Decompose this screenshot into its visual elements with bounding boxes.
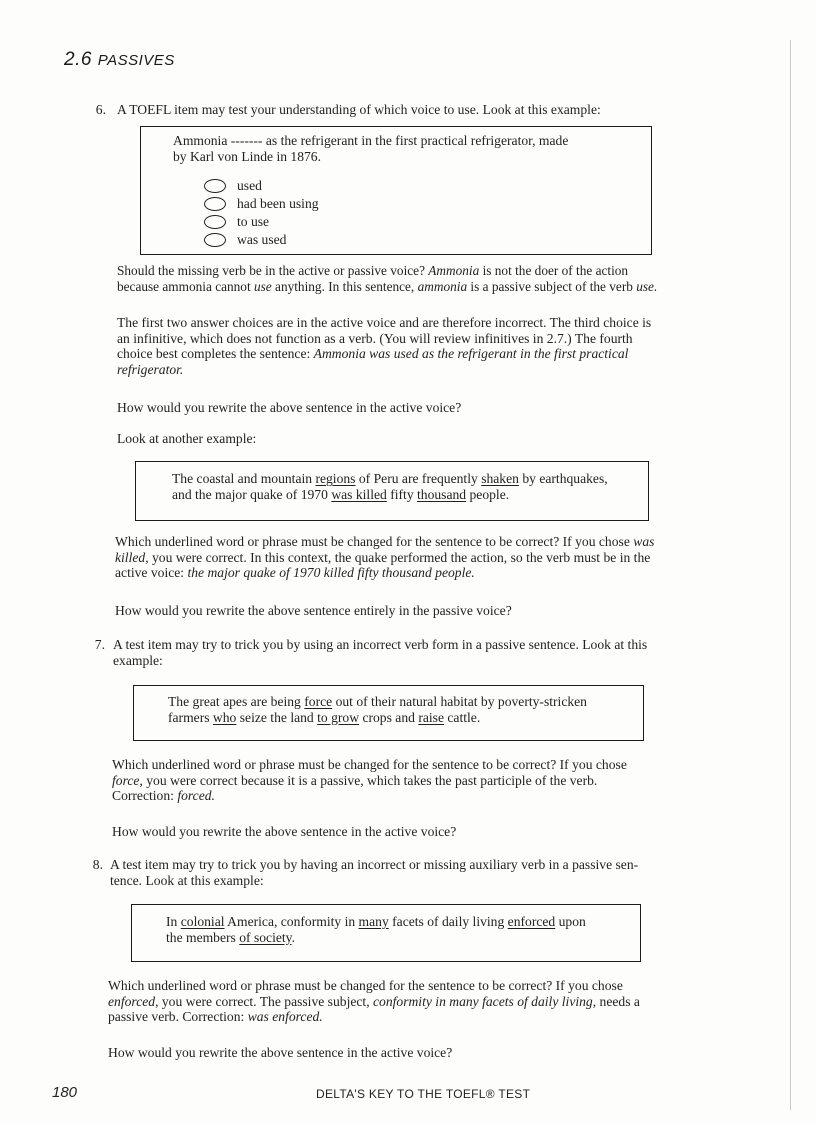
example-box-4 bbox=[131, 904, 641, 962]
item8-intro: A test item may try to trick you by having an incorrect or missing auxiliary verb in a passive sen- tence. Look at this example: bbox=[110, 857, 639, 888]
item-number-8: 8. bbox=[92, 857, 103, 872]
item6-question: How would you rewrite the above sentence in the active voice? bbox=[117, 400, 462, 415]
item6-explanation-1: Should the missing verb be in the active or passive voice? Ammonia is not the doer of the action because ammonia cannot use anything. In this sentence, ammonia is a passive subject of the verb use. bbox=[117, 263, 658, 294]
answer-text: was used bbox=[237, 232, 287, 247]
page-edge-line bbox=[790, 40, 791, 1110]
item6-explanation-2: The first two answer choices are in the active voice and are therefore incorrect. The third choice is an infinitive, which does not function as a verb. (You will review infinitives in 2.7.) The fourth choice best completes the sentence: Ammonia was used as the refrigerant in the first practical refrigerator. bbox=[117, 315, 652, 377]
answer-text: had been using bbox=[237, 196, 319, 211]
item8-question: How would you rewrite the above sentence in the active voice? bbox=[108, 1045, 453, 1060]
example2-text: The coastal and mountain regions of Peru are frequently shaken by earthquakes, and the major quake of 1970 was killed fifty thousand people. bbox=[172, 471, 608, 502]
answer-oval-icon[interactable] bbox=[204, 233, 226, 247]
item7-question: How would you rewrite the above sentence in the active voice? bbox=[112, 824, 457, 839]
answer-text: used bbox=[237, 178, 262, 193]
example-box-2 bbox=[135, 461, 649, 521]
item-number-7: 7. bbox=[94, 637, 105, 652]
example4-text: In colonial America, conformity in many facets of daily living enforced upon the members of society. bbox=[166, 914, 586, 945]
example3-text: The great apes are being force out of their natural habitat by poverty-stricken farmers who seize the land to grow crops and raise cattle. bbox=[168, 694, 587, 725]
item-number-6: 6. bbox=[95, 102, 106, 117]
page-number: 180 bbox=[52, 1084, 78, 1101]
item8-explanation: Which underlined word or phrase must be changed for the sentence to be correct? If you chose enforced, you were correct. The passive subject, conformity in many facets of daily living, needs a passive verb. Correction: was enforced. bbox=[108, 978, 640, 1024]
item6-intro: A TOEFL item may test your understanding of which voice to use. Look at this example: bbox=[117, 102, 601, 117]
example-box-3 bbox=[133, 685, 644, 741]
answer-oval-icon[interactable] bbox=[204, 215, 226, 229]
item7-explanation: Which underlined word or phrase must be changed for the sentence to be correct? If you chose force, you were correct because it is a passive, which takes the past participle of the verb. Correction: forced. bbox=[112, 757, 627, 803]
example1-line2: by Karl von Linde in 1876. bbox=[173, 149, 321, 164]
section-name: PASSIVES bbox=[97, 52, 175, 69]
item6-question-2: How would you rewrite the above sentence entirely in the passive voice? bbox=[115, 603, 512, 618]
book-title: DELTA'S KEY TO THE TOEFL® TEST bbox=[316, 1087, 531, 1101]
answer-text: to use bbox=[237, 214, 270, 229]
item7-intro: A test item may try to trick you by using an incorrect verb form in a passive sentence. Look at this example: bbox=[113, 637, 648, 668]
example1-line1: Ammonia ------- as the refrigerant in the first practical refrigerator, made bbox=[173, 133, 569, 148]
item6-explanation-3: Which underlined word or phrase must be changed for the sentence to be correct? If you chose was killed, you were correct. In this context, the quake performed the action, so the verb must be in the active voice: the major quake of 1970 killed fifty thousand people. bbox=[115, 534, 655, 580]
answer-oval-icon[interactable] bbox=[204, 179, 226, 193]
section-title bbox=[64, 49, 175, 70]
item6-another-example: Look at another example: bbox=[117, 431, 257, 446]
answer-oval-icon[interactable] bbox=[204, 197, 226, 211]
section-number: 2.6 bbox=[64, 49, 92, 70]
